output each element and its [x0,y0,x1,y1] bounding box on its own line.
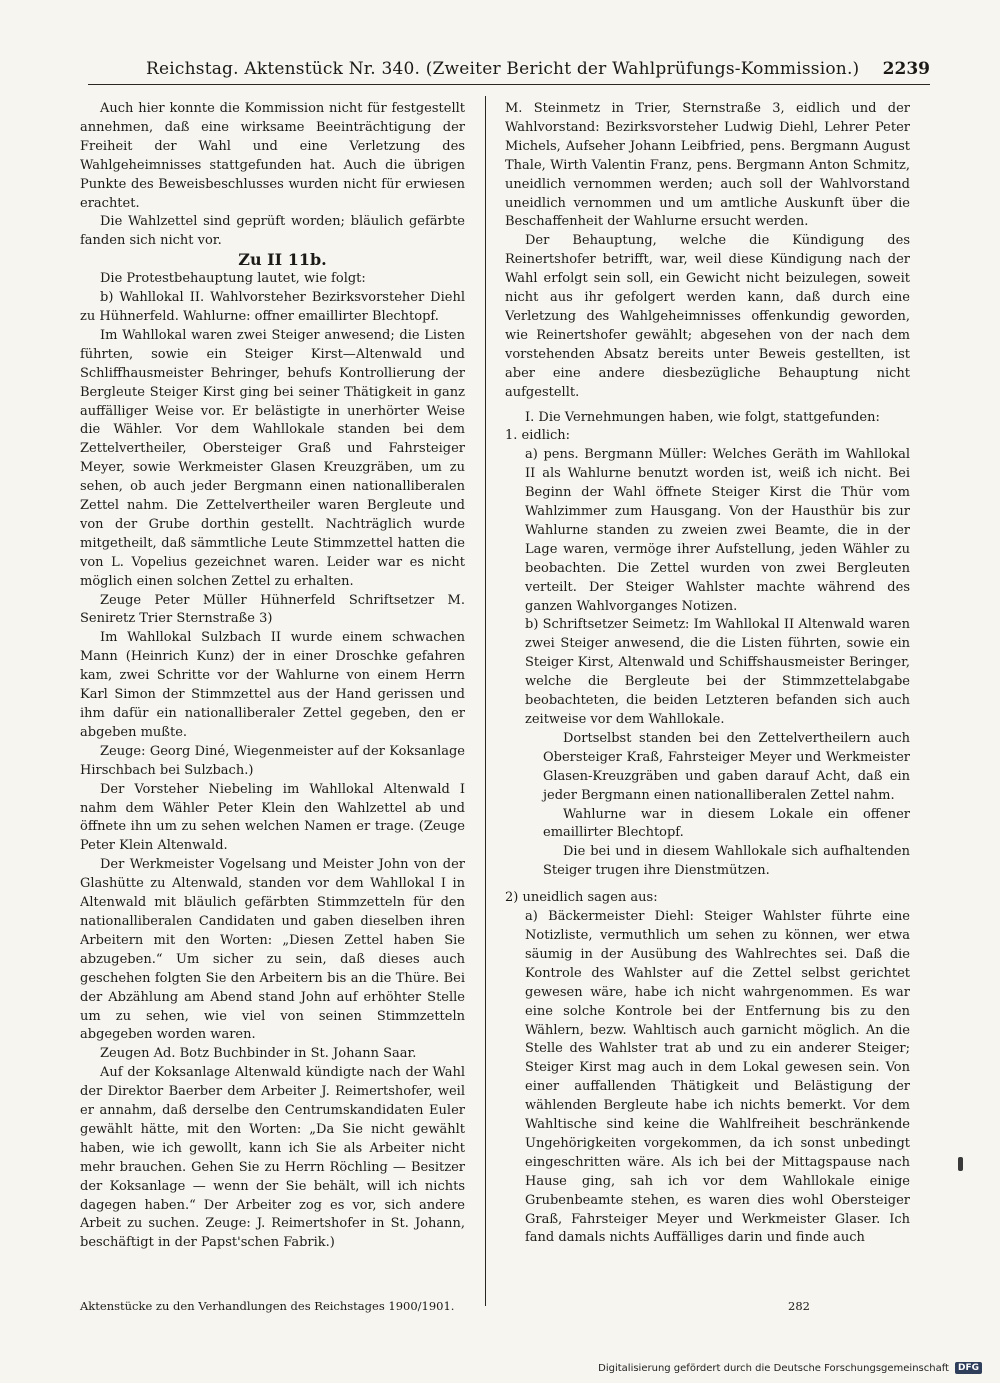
dfg-logo: DFG [955,1362,982,1374]
paragraph: Die bei und in diesem Wahllokale sich aufhaltenden Steiger trugen ihre Dienstmützen. [543,844,910,879]
paragraph: Auf der Koksanlage Altenwald kündigte nach der Wahl der Direktor Baerber dem Arbeiter J. Reimertshofer, weil er annahm, daß derselbe den Centrumskandidaten Euler gewählt hätte, mit den Worten: „Da Sie nicht gewählt haben, wie ich gewollt, kann ich Sie als Arbeiter nicht mehr brauchen. Gehen Sie zu Herrn Röchling — Besitzer der Koksanlage — wenn der Sie behält, will ich nichts dagegen haben.“ Der Arbeiter zog es vor, sich andere Arbeit zu suchen. Zeuge: J. Reimertshofer in St. Johann, beschäftigt in der Papst'schen Fabrik.) [80,1065,465,1250]
column-divider [485,96,486,1306]
paragraph: b) Wahllokal II. Wahlvorsteher Bezirksvorsteher Diehl zu Hühnerfeld. Wahlurne: offner emaillirter Blechtopf. [80,290,465,324]
paragraph: Zeuge Peter Müller Hühnerfeld Schriftsetzer M. Seniretz Trier Sternstraße 3) [80,592,465,627]
funding-text: Digitalisierung gefördert durch die Deutsche Forschungsgemeinschaft [598,1362,949,1374]
testimony-item: a) Bäckermeister Diehl: Steiger Wahlster führte eine Notizliste, vermuthlich um sehen zu können, wer etwa säumig in der Ausübung des Wahlrechtes sei. Daß die Kontrole des Wahlster auf die Zettel selbst gerichtet gewesen wäre, habe ich nicht wahrgenommen. Es war eine solche Kontrole bei der Entfernung bis zu den Wählern, bezw. Wahltisch auch garnicht möglich. An die Stelle des Wahlster trat ab und zu ein anderer Steiger; Steiger Kirst mag auch in dem Lokal gewesen sein. Von einer auffallenden Thätigkeit und Belästigung der wählenden Bergleute habe ich nichts bemerkt. Vor dem Wahltische sind keine die Wahlfreiheit beschränkende Ungehörigkeiten vorgekommen, da ich sonst unbedingt eingeschritten wäre. Als ich bei der Mittagspause nach Hause ging, sah ich vor dem Wahllokale einige Grubenbeamte stehen, es waren dies wohl Obersteiger Graß, Fahrsteiger Meyer und Werkmeister Glaser. Ich fand damals nichts Auffälliges darin und finde auch [525,909,910,1246]
testimony-item: b) Schriftsetzer Seimetz: Im Wahllokal II Altenwald waren zwei Steiger anwesend, die die Listen führten, sowie ein Steiger Kirst, Altenwald und Schiffshausmeister Beringer, welche die Bergleute bei der Stimmzettelabgabe beobachteten, die beiden Letzteren befanden sich auch zeitweise vor dem Wahllokale. [525,617,910,727]
footer-note: Aktenstücke zu den Verhandlungen des Reichstages 1900/1901. [80,1299,455,1313]
sheet-number: 282 [788,1299,810,1313]
paragraph: Der Werkmeister Vogelsang und Meister John von der Glashütte zu Altenwald, standen vor dem Wahllokal I in Altenwald mit bläulich gefärbten Stimmzetteln für den nationalliberalen Candidaten und gaben dieselben ihren Arbeitern mit den Worten: „Diesen Zettel haben Sie abzugeben.“ Um sicher zu sein, daß dieses auch geschehen folgten Sie den Arbeitern bis an die Thüre. Bei der Abzählung am Abend stand John auf erhöhter Stelle um zu sehen, wie viel von seinen Stimmzetteln abgegeben worden waren. [80,857,465,1043]
paragraph: Auch hier konnte die Kommission nicht für festgestellt annehmen, daß eine wirksame Beeinträchtigung der Freiheit der Wahl und eine Verletzung des Wahlgeheimnisses stattgefunden hat. Auch die übrigen Punkte des Beweisbeschlusses wurden nicht für erwiesen erachtet. [80,101,465,211]
paragraph: Im Wahllokal Sulzbach II wurde einem schwachen Mann (Heinrich Kunz) der in einer Droschke gefahren kam, zwei Schritte vor der Wahlurne von einem Herrn Karl Simon der Stimmzettel aus der Hand gerissen und ihm dafür ein nationalliberaler Zettel gegeben, den er abgeben mußte. [80,630,465,740]
paragraph: Im Wahllokal waren zwei Steiger anwesend; die Listen führten, sowie ein Steiger Kirst—Altenwald und Schliffhausmeister Behringer, behufs Kontrollierung der Bergleute Steiger Kirst ging bei seiner Thätigkeit in ganz auffälliger Weise vor. Er belästigte in unerhörter Weise die Wähler. Vor dem Wahllokale standen bei dem Zettelvertheiler, Obersteiger Graß und Fahrsteiger Meyer, sowie Werkmeister Glasen Kreuzgräben, um zu sehen, ob auch jeder Bergmann einen nationalliberalen Zettel nahm. Die Zettelvertheiler waren Bergleute und von der Grube dorthin gestellt. Nachträglich wurde mitgetheilt, daß sämmtliche Leute Stimmzettel hatten die von L. Vopelius gezeichnet waren. Leider war es nicht möglich einen solchen Zettel zu erhalten. [80,327,465,589]
paragraph: M. Steinmetz in Trier, Sternstraße 3, eidlich und der Wahlvorstand: Bezirksvorsteher Ludwig Diehl, Lehrer Peter Michels, Aufseher Johann Leibfried, pens. Bergmann August Thale, Wirth Valentin Franz, pens. Bergmann Anton Schmitz, uneidlich vernommen werden; auch soll der Wahlvorstand uneidlich vernommen und um amtliche Auskunft über die Beschaffenheit der Wahlurne ersucht werden. [505,101,910,230]
paragraph: Die Wahlzettel sind geprüft worden; bläulich gefärbte fanden sich nicht vor. [80,214,465,249]
paragraph: Der Behauptung, welche die Kündigung des Reinertshofer betrifft, war, weil diese Kündigung nach der Wahl erfolgt sein soll, ein Gewicht nicht beizulegen, soweit nicht aus ihr gefolgert werden kann, daß durch eine Verletzung des Wahlgeheimnisses offenkundig geworden, wie Reinertshofer gewählt; abgesehen von der nach dem vorstehenden Absatz bereits unter Beweis gestellten, ist aber eine andere diesbezügliche Behauptung nicht aufgestellt. [505,233,910,400]
left-column [80,100,465,1250]
paragraph: Wahlurne war in diesem Lokale ein offener emaillirter Blechtopf. [543,806,910,841]
margin-mark [958,1157,963,1171]
paragraph: Zeugen Ad. Botz Buchbinder in St. Johann Saar. [100,1046,417,1062]
paragraph: Zeuge: Georg Diné, Wiegenmeister auf der Koksanlage Hirschbach bei Sulzbach.) [80,743,465,778]
paragraph: I. Die Vernehmungen haben, wie folgt, stattgefunden: [525,409,880,425]
paragraph: Der Vorsteher Niebeling im Wahllokal Altenwald I nahm dem Wähler Peter Klein den Wahlzettel ab und öffnete ihn um zu sehen welchen Namen er trage. (Zeuge Peter Klein Altenwald. [80,781,465,854]
page-header [88,56,930,85]
list-label: 2) uneidlich sagen aus: [505,890,658,906]
section-heading: Zu II 11b. [238,250,327,270]
page-number: 2239 [882,59,930,79]
right-column [505,100,910,1280]
list-label: 1. eidlich: [505,428,571,444]
testimony-item: a) pens. Bergmann Müller: Welches Geräth im Wahllokal II als Wahlurne benutzt worden ist, weiß ich nicht. Bei Beginn der Wahl öffnete Steiger Kirst die Thür vom Wahlzimmer zum Hausgang. Von der Hausthür bis zur Wahlurne standen zu zweien zwei Beamte, die in der Lage waren, vermöge ihrer Aufstellung, jeden Wähler zu beobachten. Die Zettel wurden von zwei Bergleuten verteilt. Der Steiger Wahlster machte während des ganzen Wahlvorganges Notizen. [525,447,910,614]
paragraph: Dortselbst standen bei den Zettelvertheilern auch Obersteiger Kraß, Fahrsteiger Meyer und Werkmeister Glasen-Kreuzgräben und gaben darauf Acht, daß ein jeder Bergmann einen nationalliberalen Zettel nahm. [543,730,910,803]
funding-notice [598,1362,982,1374]
paragraph: Die Protestbehauptung lautet, wie folgt: [100,271,366,287]
running-title: Reichstag. Aktenstück Nr. 340. (Zweiter Bericht der Wahlprüfungs-Kommission.) [146,59,860,79]
